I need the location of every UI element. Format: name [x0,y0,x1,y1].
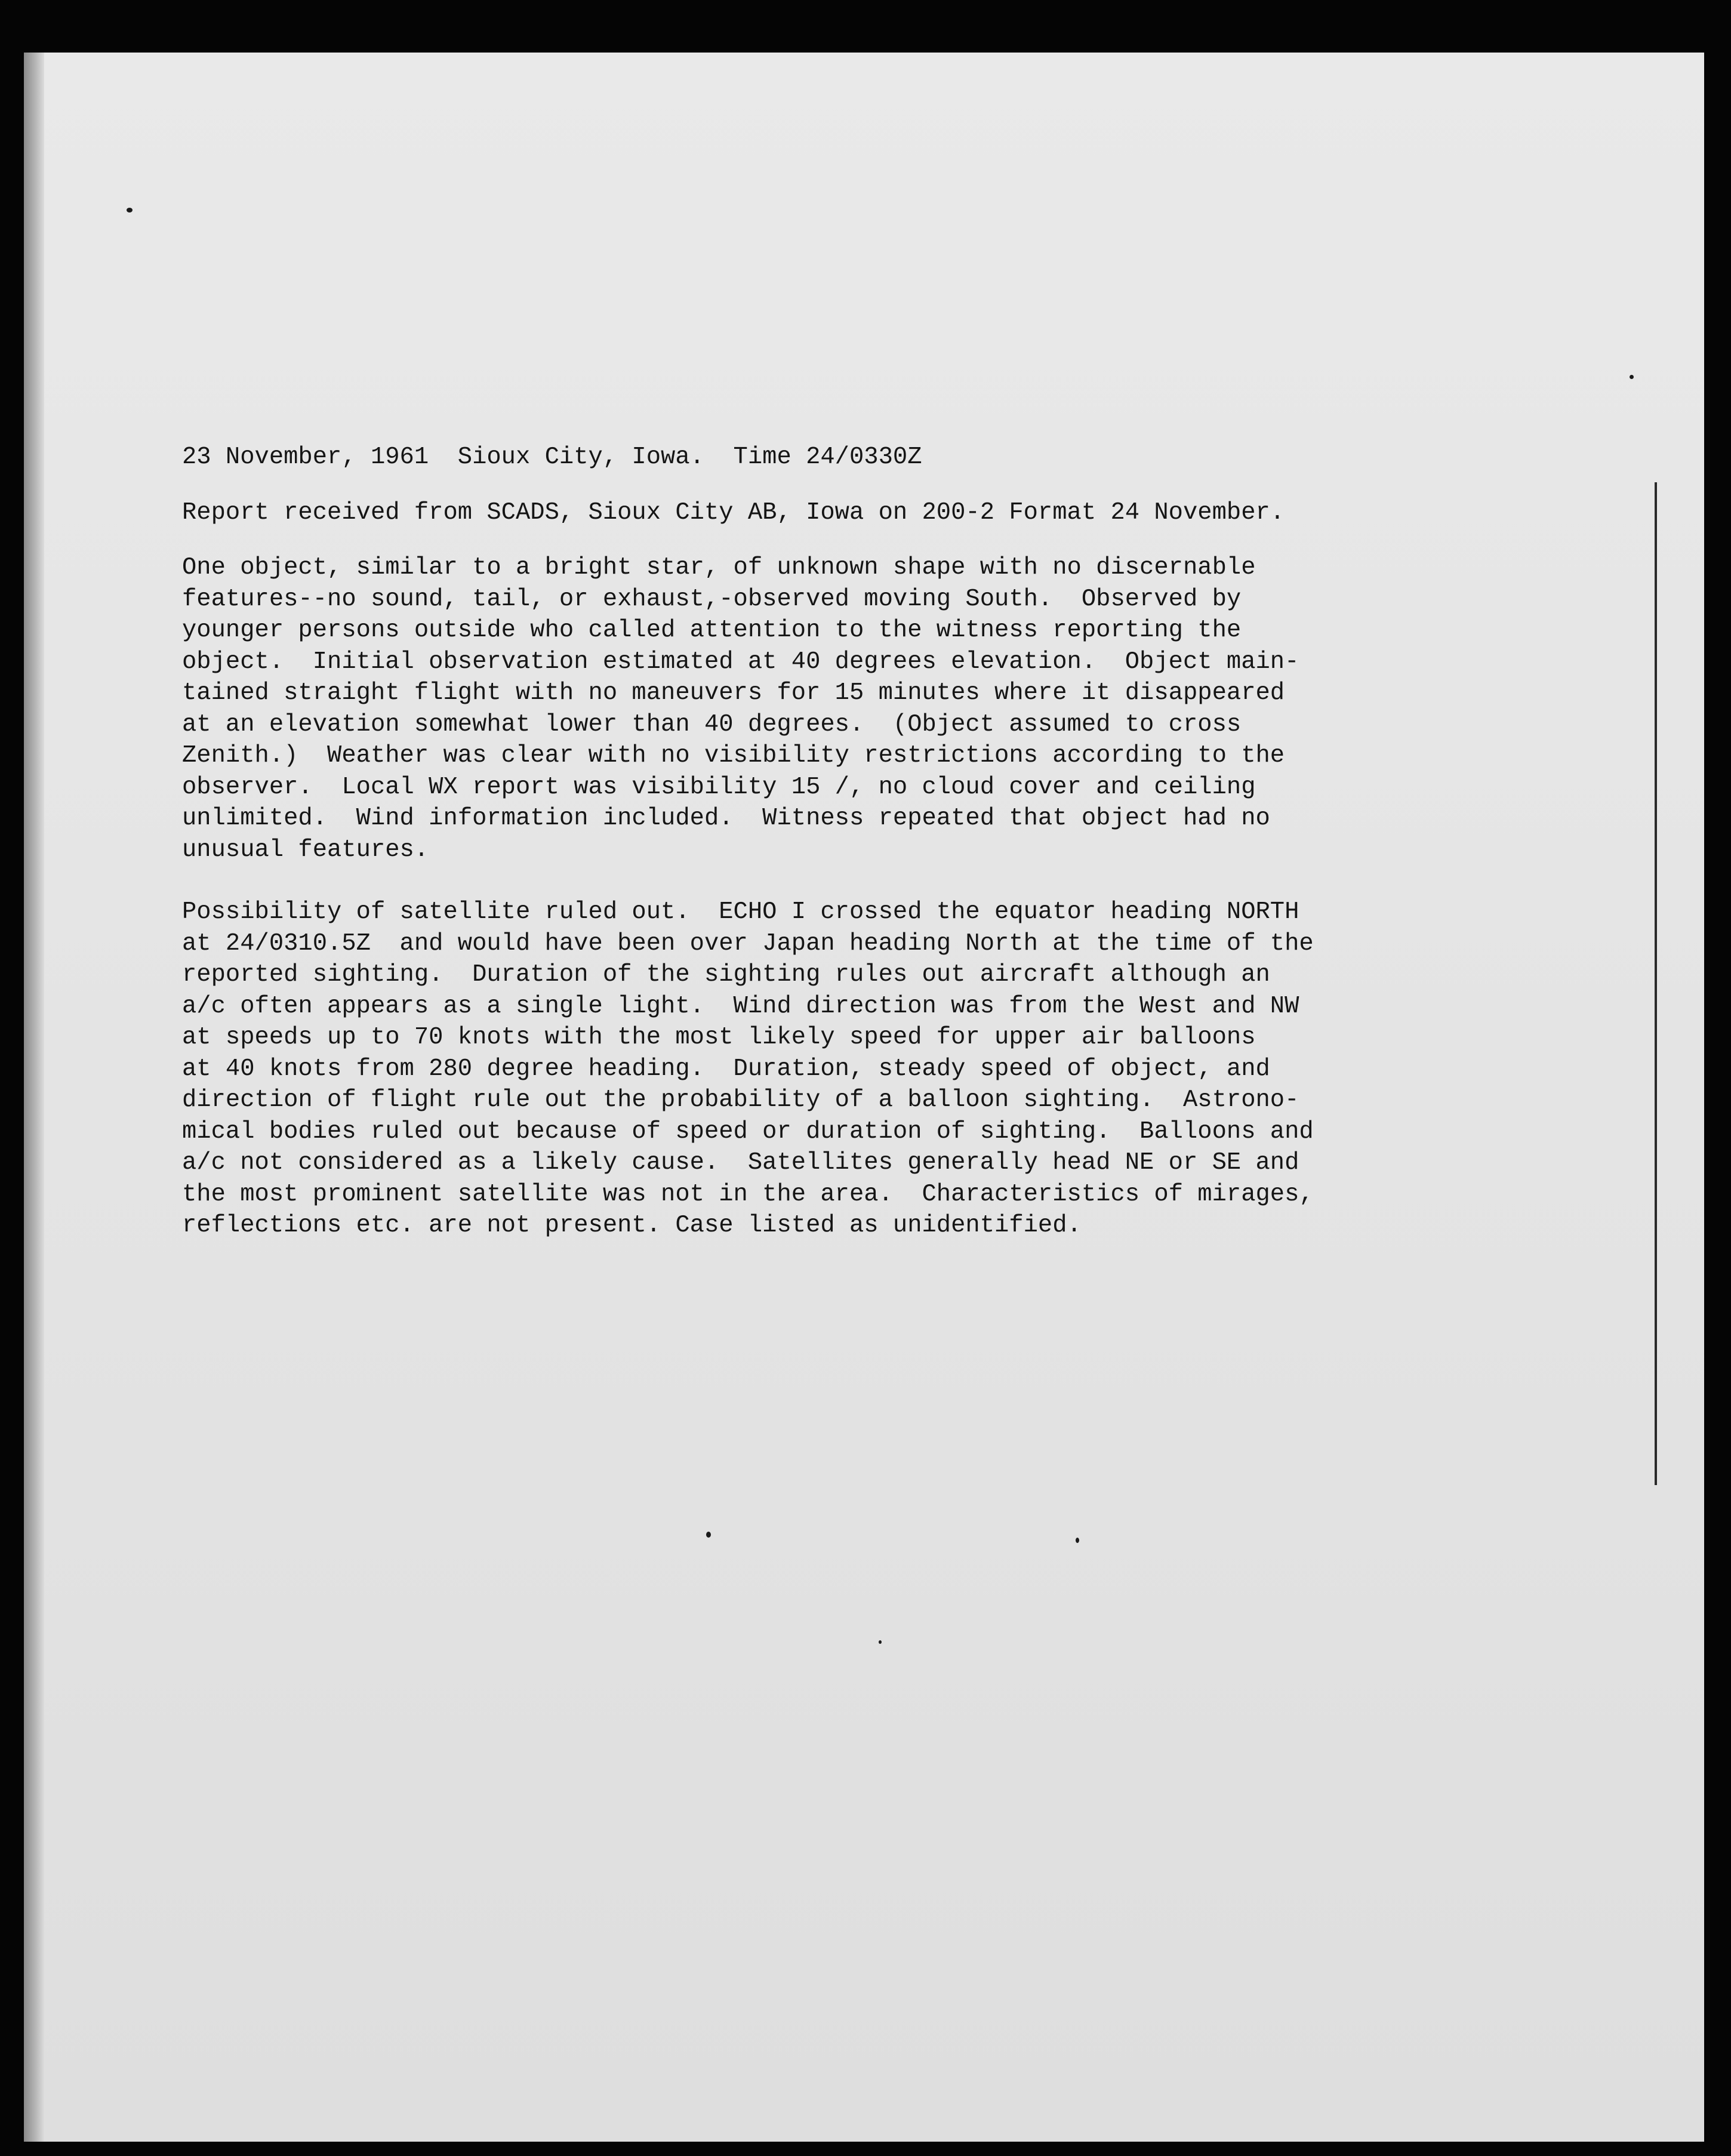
text-line: unusual features. [182,836,429,864]
dust-speck [1076,1538,1079,1543]
text-line: at 24/0310.5Z and would have been over Japan heading North at the time of the [182,929,1314,957]
text-line: mical bodies ruled out because of speed or duration of sighting. Balloons and [182,1117,1314,1145]
text-line: object. Initial observation estimated at 40 degrees elevation. Object main- [182,648,1299,676]
text-line: Possibility of satellite ruled out. ECHO I crossed the equator heading NORTH [182,898,1299,926]
text-line: reflections etc. are not present. Case listed as unidentified. [182,1212,1082,1239]
text-line: unlimited. Wind information included. Witness repeated that object had no [182,805,1270,832]
text-line: younger persons outside who called attention to the witness reporting the [182,617,1242,644]
report-line: Report received from SCADS, Sioux City AB, Iowa on 200-2 Format 24 November. [182,498,1285,526]
text-line: the most prominent satellite was not in the area. Characteristics of mirages, [182,1180,1314,1208]
margin-rule-line [1655,482,1657,1485]
paragraph-analysis [182,897,1465,1242]
text-line: direction of flight rule out the probability of a balloon sighting. Astrono- [182,1086,1299,1114]
text-line: at 40 knots from 280 degree heading. Duration, steady speed of object, and [182,1055,1270,1083]
text-line: One object, similar to a bright star, of unknown shape with no discernable [182,554,1256,581]
paragraph-observation [182,552,1465,866]
text-line: at an elevation somewhat lower than 40 degrees. (Object assumed to cross [182,710,1242,738]
text-line: a/c often appears as a single light. Wind direction was from the West and NW [182,992,1299,1020]
text-line: observer. Local WX report was visibility 15 /, no cloud cover and ceiling [182,773,1256,801]
text-line: a/c not considered as a likely cause. Satellites generally head NE or SE and [182,1149,1299,1176]
text-line: at speeds up to 70 knots with the most likely speed for upper air balloons [182,1024,1256,1051]
dust-speck [706,1532,711,1538]
text-line: Zenith.) Weather was clear with no visibility restrictions according to the [182,742,1285,769]
dust-speck [879,1640,882,1644]
dust-speck [127,208,133,212]
text-line: features--no sound, tail, or exhaust,-observed moving South. Observed by [182,585,1242,613]
dust-speck [1630,375,1634,379]
paper-shadow-edge [24,53,44,2142]
header-line: 23 November, 1961 Sioux City, Iowa. Time 24/0330Z [182,443,922,471]
document-body [182,442,1465,1242]
text-line: tained straight flight with no maneuvers for 15 minutes where it disappeared [182,679,1285,707]
text-line: reported sighting. Duration of the sighting rules out aircraft although an [182,961,1270,988]
